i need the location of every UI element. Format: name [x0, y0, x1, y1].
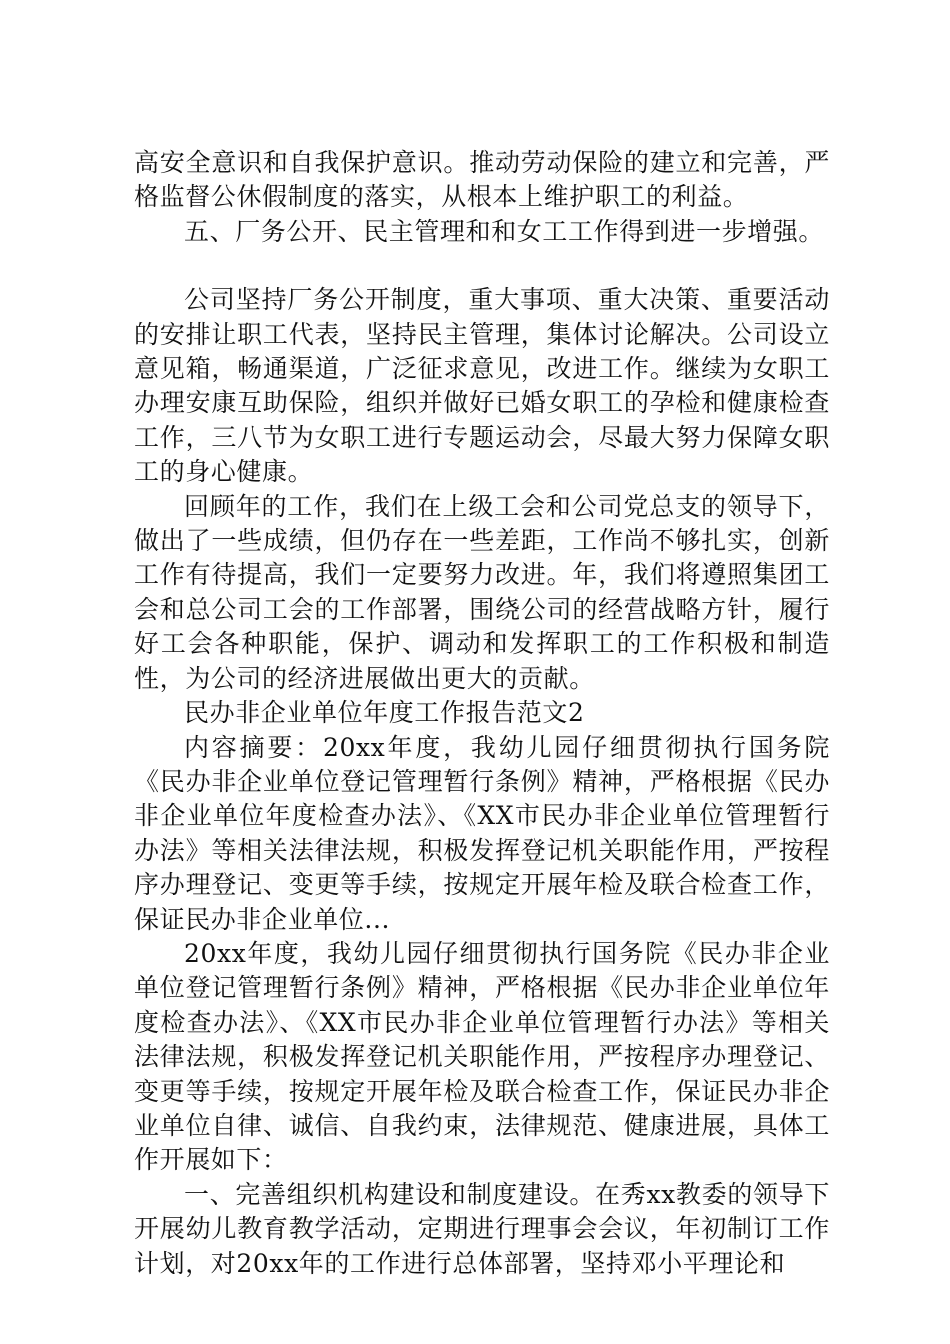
- paragraph-continuation: 高安全意识和自我保护意识。推动劳动保险的建立和完善，严格监督公休假制度的落实，从根本上维护职工的利益。: [134, 148, 830, 212]
- document-subtitle: 民办非企业单位年度工作报告范文2: [184, 698, 585, 728]
- paragraph-factory-affairs: 公司坚持厂务公开制度，重大事项、重大决策、重要活动的安排让职工代表，坚持民主管理，集体讨论解决。公司设立意见箱，畅通渠道，广泛征求意见，改进工作。继续为女职工办理安康互助保险，组织并做好已婚女职工的孕检和健康检查工作，三八节为女职工进行专题运动会，尽最大努力保障女职工的身心健康。: [134, 285, 830, 487]
- section-heading-five: 五、厂务公开、民主管理和和女工工作得到进一步增强。: [184, 216, 825, 246]
- paragraph-section-one: 一、完善组织机构建设和制度建设。在秀xx教委的领导下开展幼儿教育教学活动，定期进行理事会会议，年初制订工作计划，对20xx年的工作进行总体部署，坚持邓小平理论和: [134, 1179, 830, 1278]
- paragraph-review: 回顾年的工作，我们在上级工会和公司党总支的领导下，做出了一些成绩，但仍存在一些差距，工作尚不够扎实，创新工作有待提高，我们一定要努力改进。年，我们将遵照集团工会和总公司工会的工作部署，围绕公司的经营战略方针，履行好工会各种职能，保护、调动和发挥职工的工作积极和制造性，为公司的经济进展做出更大的贡献。: [134, 491, 830, 693]
- paragraph-abstract: 内容摘要：20xx年度，我幼儿园仔细贯彻执行国务院《民办非企业单位登记管理暂行条例》精神，严格根据《民办非企业单位年度检查办法》、《XX市民办非企业单位管理暂行办法》等相关法律法规，积极发挥登记机关职能作用，严按程序办理登记、变更等手续，按规定开展年检及联合检查工作，保证民办非企业单位...: [134, 732, 830, 934]
- paragraph-annual-summary: 20xx年度，我幼儿园仔细贯彻执行国务院《民办非企业单位登记管理暂行条例》精神，严格根据《民办非企业单位年度检查办法》、《XX市民办非企业单位管理暂行办法》等相关法律法规，积极发挥登记机关职能作用，严按程序办理登记、变更等手续，按规定开展年检及联合检查工作，保证民办非企业单位自律、诚信、自我约束，法律规范、健康进展，具体工作开展如下：: [134, 938, 830, 1175]
- document-body: [134, 146, 830, 1281]
